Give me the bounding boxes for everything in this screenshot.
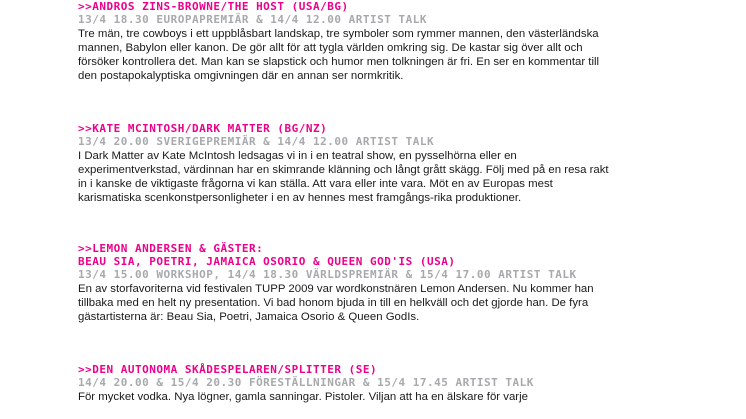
entry-title: >>DEN AUTONOMA SKÅDESPELAREN/SPLITTER (SE) — [78, 363, 378, 376]
program-entry — [78, 0, 618, 83]
program-entry — [78, 122, 618, 205]
entry-schedule: 13/4 20.00 SVERIGEPREMIÄR & 14/4 12.00 ARTIST TALK — [78, 135, 435, 148]
program-entry — [78, 242, 618, 324]
program-entry — [78, 363, 618, 404]
entry-title: >>LEMON ANDERSEN & GÄSTER: BEAU SIA, POETRI, JAMAICA OSORIO & QUEEN GOD'IS (USA) — [78, 242, 456, 268]
entry-title: >>ANDROS ZINS-BROWNE/THE HOST (USA/BG) — [78, 0, 349, 13]
entry-schedule: 13/4 15.00 WORKSHOP, 14/4 18.30 VÄRLDSPREMIÄR & 15/4 17.00 ARTIST TALK — [78, 268, 577, 281]
entry-description: Tre män, tre cowboys i ett uppblåsbart landskap, tre symboler som rymmer mannen, den västerländska mannen, Babylon eller kanon. De gör allt för att tygla världen omkring sig. De kastar sig över allt och försöker kontrollera det. Man kan se slapstick och humor men tolkningen är fri. En ser en kommentar till den postapokalyptiska omgivningen där en annan ser normkritik. — [78, 28, 600, 82]
entry-description: En av storfavoriterna vid festivalen TUPP 2009 var wordkonstnären Lemon Andersen. Nu kommer han tillbaka med en helt ny presentation. Vi bad honom bjuda in till en helkväll och det gjorde han. De fyra gästartisterna är: Beau Sia, Poetri, Jamaica Osorio & Queen GodIs. — [78, 283, 594, 323]
entry-schedule: 14/4 20.00 & 15/4 20.30 FÖRESTÄLLNINGAR & 15/4 17.45 ARTIST TALK — [78, 376, 534, 389]
entry-description: För mycket vodka. Nya lögner, gamla sanningar. Pistoler. Viljan att ha en älskare för varje — [78, 391, 528, 403]
entry-description: I Dark Matter av Kate McIntosh ledsagas vi in i en teatral show, en pysselhörna eller en experimentverkstad, värdinnan har en skimrande klänning och långt grått skägg. Följ med på en resa rakt in i kanske de viktigaste frågorna vi kan ställa. Att vara eller inte vara. Möt en av Europas mest karismatiska scenkonstpersonligheter i en av hennes mest framgångs-rika produktioner. — [78, 150, 609, 204]
entry-schedule: 13/4 18.30 EUROPAPREMIÄR & 14/4 12.00 ARTIST TALK — [78, 13, 428, 26]
entry-title: >>KATE MCINTOSH/DARK MATTER (BG/NZ) — [78, 122, 328, 135]
